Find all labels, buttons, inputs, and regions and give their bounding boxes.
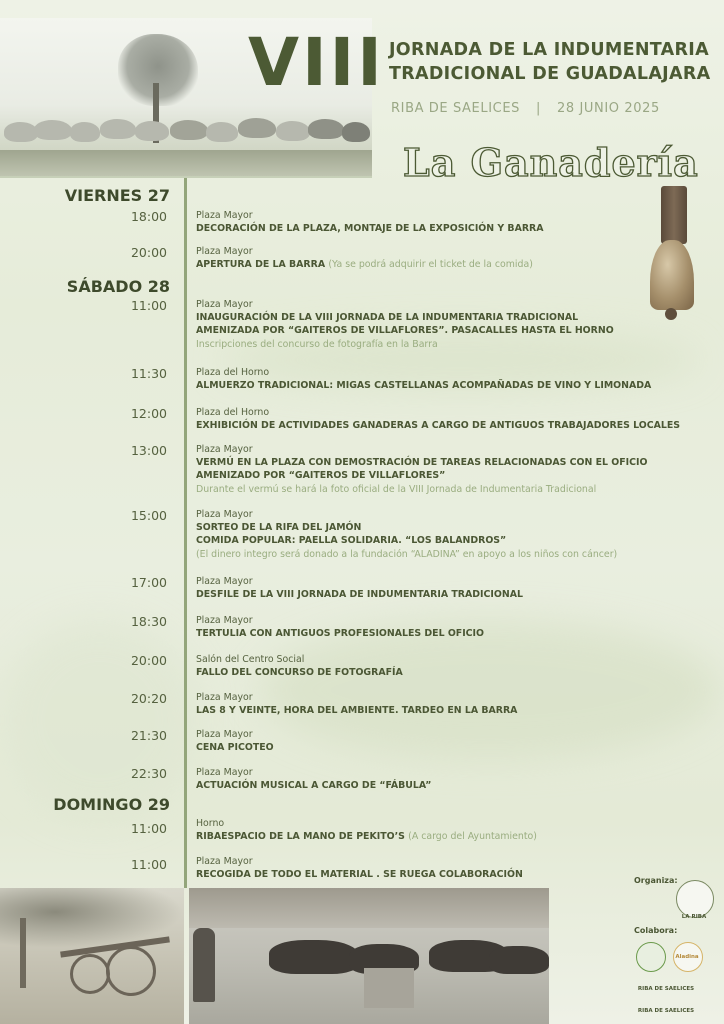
event-title: LAS 8 Y VEINTE, HORA DEL AMBIENTE. TARDEO EN LA BARRA bbox=[196, 705, 518, 717]
event-location: Plaza Mayor bbox=[196, 246, 253, 257]
event-time: 13:00 bbox=[130, 443, 167, 458]
theme-title: La Ganadería bbox=[403, 140, 699, 185]
event-location: Plaza Mayor bbox=[196, 856, 253, 867]
colabora-label: Colabora: bbox=[634, 926, 678, 935]
title-line-1: JORNADA DE LA INDUMENTARIA bbox=[389, 40, 709, 60]
sheep bbox=[4, 122, 38, 142]
sheep bbox=[238, 118, 276, 138]
sheep bbox=[34, 120, 72, 140]
event-title: EXHIBICIÓN DE ACTIVIDADES GANADERAS A CARGO DE ANTIGUOS TRABAJADORES LOCALES bbox=[196, 420, 681, 432]
organizer-logo bbox=[676, 880, 714, 918]
event-time: 20:00 bbox=[130, 653, 167, 668]
timeline-line bbox=[184, 178, 187, 888]
council-seal-icon bbox=[636, 942, 666, 972]
event-title: CENA PICOTEO bbox=[196, 742, 274, 754]
event-title: SORTEO DE LA RIFA DEL JAMÓN bbox=[196, 522, 362, 534]
event-title: AMENIZADO POR “GAITEROS DE VILLAFLORES” bbox=[196, 470, 446, 482]
event-entry bbox=[196, 245, 711, 271]
buildings bbox=[189, 888, 549, 928]
sheep bbox=[308, 119, 344, 139]
event-title bbox=[196, 258, 711, 271]
council-logo-text-2: RIBA DE SAELICES bbox=[637, 1008, 695, 1014]
sheep bbox=[276, 121, 310, 141]
event-date: 28 JUNIO 2025 bbox=[556, 101, 660, 116]
event-time: 18:00 bbox=[130, 209, 167, 224]
event-title: ALMUERZO TRADICIONAL: MIGAS CASTELLANAS ACOMPAÑADAS DE VINO Y LIMONADA bbox=[196, 380, 652, 392]
event-time: 17:00 bbox=[130, 575, 167, 590]
day-header-domingo: DOMINGO 29 bbox=[53, 795, 170, 814]
event-entry bbox=[196, 508, 711, 561]
event-note: (El dinero integro será donado a la fundación “ALADINA” en apoyo a los niños con cáncer) bbox=[196, 548, 618, 560]
event-time: 11:00 bbox=[130, 857, 167, 872]
event-entry bbox=[196, 406, 711, 432]
horse bbox=[489, 946, 549, 974]
event-title: VERMÚ EN LA PLAZA CON DEMOSTRACIÓN DE TAREAS RELACIONADAS CON EL OFICIO bbox=[196, 457, 648, 469]
event-time: 20:20 bbox=[130, 691, 167, 706]
watercolor-wash bbox=[0, 620, 200, 820]
event-inline-note: (Ya se podrá adquirir el ticket de la comida) bbox=[328, 259, 533, 271]
event-location: Plaza del Horno bbox=[196, 407, 270, 418]
event-place: RIBA DE SAELICES bbox=[391, 101, 520, 116]
organiza-label: Organiza: bbox=[634, 876, 678, 885]
separator: | bbox=[536, 101, 541, 116]
event-entry bbox=[196, 298, 711, 351]
event-time: 11:00 bbox=[130, 821, 167, 836]
event-location: Plaza Mayor bbox=[196, 576, 253, 587]
event-title: FALLO DEL CONCURSO DE FOTOGRAFÍA bbox=[196, 667, 403, 679]
tree-trunk bbox=[20, 918, 26, 988]
sheep bbox=[100, 119, 136, 139]
day-header-viernes: VIERNES 27 bbox=[64, 186, 170, 205]
aladina-logo-text: Aladina bbox=[675, 954, 699, 960]
event-title-text: APERTURA DE LA BARRA bbox=[196, 259, 326, 271]
event-time: 20:00 bbox=[130, 245, 167, 260]
event-entry bbox=[196, 366, 711, 392]
event-title: AMENIZADA POR “GAITEROS DE VILLAFLORES”. PASACALLES HASTA EL HORNO bbox=[196, 325, 614, 337]
sheep bbox=[206, 122, 238, 142]
event-entry bbox=[196, 728, 711, 754]
organizer-logo-text: LA RIBA bbox=[681, 914, 707, 920]
event-entry bbox=[196, 443, 711, 496]
event-title bbox=[196, 830, 711, 843]
event-entry bbox=[196, 575, 711, 601]
day-header-sabado: SÁBADO 28 bbox=[66, 277, 170, 296]
event-title-text: RIBAESPACIO DE LA MANO DE PEKITO’S bbox=[196, 831, 405, 843]
cart-wheel bbox=[106, 946, 156, 996]
event-title: TERTULIA CON ANTIGUOS PROFESIONALES DEL OFICIO bbox=[196, 628, 485, 640]
event-time: 22:30 bbox=[130, 766, 167, 781]
event-entry bbox=[196, 209, 711, 235]
edition-numeral: VIII bbox=[248, 24, 385, 101]
cart-wheel bbox=[70, 954, 110, 994]
sheep bbox=[135, 121, 169, 141]
event-title: INAUGURACIÓN DE LA VIII JORNADA DE LA INDUMENTARIA TRADICIONAL bbox=[196, 312, 579, 324]
fountain-trough bbox=[364, 968, 414, 1008]
event-location: Plaza Mayor bbox=[196, 692, 253, 703]
event-time: 11:00 bbox=[130, 298, 167, 313]
sheep bbox=[342, 122, 370, 142]
event-location: Plaza Mayor bbox=[196, 767, 253, 778]
sheep-flock bbox=[0, 116, 372, 156]
event-location: Plaza Mayor bbox=[196, 444, 253, 455]
event-location: Plaza Mayor bbox=[196, 509, 253, 520]
event-title: RECOGIDA DE TODO EL MATERIAL . SE RUEGA COLABORACIÓN bbox=[196, 869, 523, 881]
event-location: Plaza Mayor bbox=[196, 299, 253, 310]
sheep bbox=[70, 122, 100, 142]
event-location: Plaza Mayor bbox=[196, 210, 253, 221]
event-inline-note: (A cargo del Ayuntamiento) bbox=[408, 831, 537, 843]
horse bbox=[269, 940, 359, 974]
title-line-2: TRADICIONAL DE GUADALAJARA bbox=[389, 64, 711, 84]
event-entry bbox=[196, 653, 711, 679]
event-title: COMIDA POPULAR: PAELLA SOLIDARIA. “LOS BALANDROS” bbox=[196, 535, 507, 547]
event-title: DECORACIÓN DE LA PLAZA, MONTAJE DE LA EXPOSICIÓN Y BARRA bbox=[196, 223, 544, 235]
event-entry bbox=[196, 817, 711, 843]
event-location: Plaza Mayor bbox=[196, 729, 253, 740]
photo-horses bbox=[189, 888, 549, 1024]
event-location: Plaza del Horno bbox=[196, 367, 270, 378]
event-time: 15:00 bbox=[130, 508, 167, 523]
event-entry bbox=[196, 691, 711, 717]
event-title: ACTUACIÓN MUSICAL A CARGO DE “FÁBULA” bbox=[196, 780, 432, 792]
event-location: Salón del Centro Social bbox=[196, 654, 305, 665]
event-time: 12:00 bbox=[130, 406, 167, 421]
event-time: 18:30 bbox=[130, 614, 167, 629]
event-note: Durante el vermú se hará la foto oficial de la VIII Jornada de Indumentaria Tradicional bbox=[196, 483, 597, 495]
photo-cart bbox=[0, 888, 184, 1024]
event-title: DESFILE DE LA VIII JORNADA DE INDUMENTARIA TRADICIONAL bbox=[196, 589, 523, 601]
event-entry bbox=[196, 614, 711, 640]
event-time: 11:30 bbox=[130, 366, 167, 381]
sheep bbox=[170, 120, 208, 140]
man-figure bbox=[193, 928, 215, 1002]
place-date-line bbox=[391, 101, 660, 116]
event-entry bbox=[196, 766, 711, 792]
event-time: 21:30 bbox=[130, 728, 167, 743]
council-logo-text: RIBA DE SAELICES bbox=[637, 986, 695, 992]
event-note: Inscripciones del concurso de fotografía en la Barra bbox=[196, 338, 438, 350]
event-location: Horno bbox=[196, 818, 225, 829]
event-location: Plaza Mayor bbox=[196, 615, 253, 626]
